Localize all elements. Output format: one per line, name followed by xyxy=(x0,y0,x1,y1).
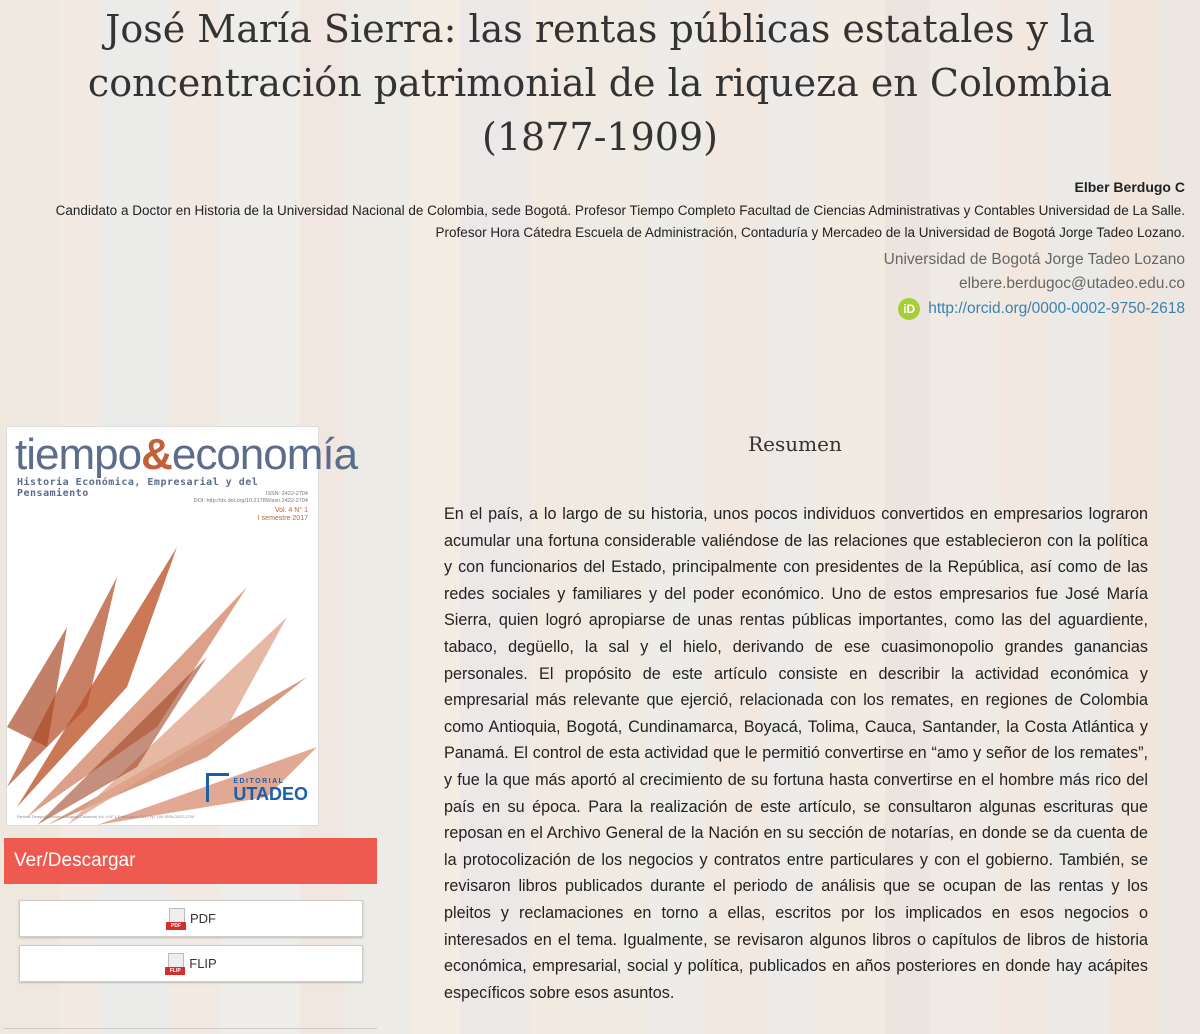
abstract-text: En el país, a lo largo de su historia, unos pocos individuos convertidos en empresarios lograron acumular una fortuna considerable valiéndose de las relaciones que establecieron con la política y con funcionarios del Estado, principalmente con presidentes de la República, así como de las redes sociales y familiares y del poder económico. Uno de estos empresarios fue José María Sierra, quien logró apropiarse de unas rentas públicas importantes, como las del aguardiente, tabaco, degüello, la sal y el hielo, derivando de ese cuasimonopolio grandes ganancias personales. El propósito de este artículo consiste en describir la actividad económica y empresarial más relevante que ejerció, relacionada con los remates, en regiones de Colombia como Antioquia, Bogotá, Cundinamarca, Boyacá, Tolima, Cauca, Santander, la Costa Atlántica y Panamá. El control de esta actividad que le permitió convertirse en “amo y señor de los remates”, y fue la que más aportó al crecimiento de su fortuna hasta convertirse en el hombre más rico del país en su época. Para la realización de este artículo, se consultaron algunas escrituras que reposan en el Archivo General de la Nación en su sección de notarías, en donde se da cuenta de la protocolización de los negocios y contratos entre particulares y con el gobierno. También, se revisaron libros publicados durante el periodo de análisis que se ocupan de las rentas y los pleitos y reclamaciones en torno a ellas, escritos por los implicados en esos negocios o interesados en el tema. Igualmente, se revisaron algunos libros o capítulos de libros de historia económica, empresarial, social y política, publicados en años posteriores en donde hay acápites específicos sobre esos asuntos. xyxy=(444,505,1148,1002)
abstract-heading: Resumen xyxy=(748,432,842,456)
article-title: José María Sierra: las rentas públicas estatales y la concentración patrimonial de la riqueza en Colombia (1877-1909) xyxy=(87,7,1113,159)
author-email: elbere.berdugoc@utadeo.edu.co xyxy=(958,275,1185,292)
journal-cover-image[interactable] xyxy=(6,426,358,826)
author-name: Elber Berdugo C xyxy=(1074,179,1185,195)
flip-view-button[interactable] xyxy=(19,945,363,982)
author-info xyxy=(8,176,1185,322)
pdf-download-button[interactable] xyxy=(19,900,363,937)
cover-title: tiempo&economía xyxy=(15,430,358,479)
cover-volume: Vol. 4 N° 1 I semestre 2017 xyxy=(257,507,308,522)
cover-issn: ISSN: 2422-2704 DOI: http://dx.doi.org/10.21789/issn.2422-2704 xyxy=(193,491,308,504)
utadeo-logo: EDITORIAL UTADEO xyxy=(206,773,308,802)
download-heading: Ver/Descargar xyxy=(4,838,377,884)
author-affiliation-1: Candidato a Doctor en Historia de la Universidad Nacional de Colombia, sede Bogotá. Profesor Tiempo Completo Facultad de Ciencias Administrativas y Contables Universidad de La Salle. xyxy=(55,203,1185,218)
pdf-button-label: PDF xyxy=(190,911,216,926)
divider xyxy=(4,1028,377,1029)
orcid-icon: iD xyxy=(898,298,920,320)
flip-file-icon: FLIP xyxy=(165,953,185,975)
pdf-file-icon: PDF xyxy=(166,908,186,930)
flip-button-label: FLIP xyxy=(189,956,217,971)
cover-footer: Revista Tiempo&economía Bogotá-Colombia Vol. 4 N° 1 Enero-junio 2017 Pp. 109 ISSN 2422-2704 xyxy=(17,814,195,819)
utadeo-logo-mark xyxy=(206,773,229,802)
author-institution: Universidad de Bogotá Jorge Tadeo Lozano xyxy=(883,251,1185,268)
cover-subtitle: Historia Económica, Empresarial y del Pensamiento xyxy=(17,477,259,499)
orcid-link[interactable]: http://orcid.org/0000-0002-9750-2618 xyxy=(928,300,1185,317)
orcid-row xyxy=(8,296,1185,322)
author-affiliation-2: Profesor Hora Cátedra Escuela de Administración, Contaduría y Mercadeo de la Universidad de Bogotá Jorge Tadeo Lozano. xyxy=(435,225,1185,240)
